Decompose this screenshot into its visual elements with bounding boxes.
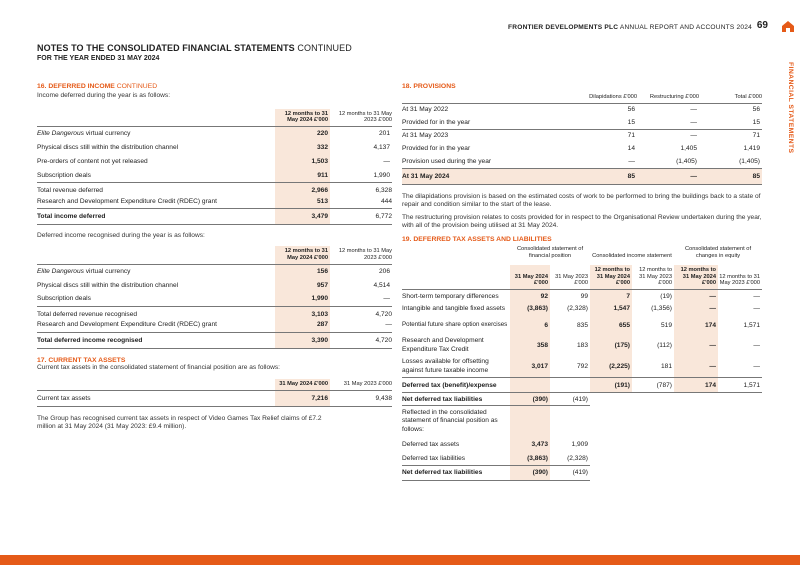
cell-value: — xyxy=(690,118,697,126)
cell-value: 792 xyxy=(576,363,588,371)
col-header-restructuring: Restructuring £'000 xyxy=(649,94,699,100)
table-row xyxy=(402,155,762,168)
cell-value: 85 xyxy=(699,168,762,184)
table-row: Deferred tax assets 3,473 1,909 xyxy=(402,437,762,451)
col-header-2024: 31 May 2024 £'000 xyxy=(275,379,330,390)
current-tax-table xyxy=(37,379,392,407)
deferred-tax-expense-row: Deferred tax (benefit)/expense (191) (787) 174 1,571 xyxy=(402,378,762,393)
table-row xyxy=(402,302,762,315)
row-label: Subscription deals xyxy=(37,171,91,179)
value-2023: 444 xyxy=(380,197,392,205)
section-19-title: 19. DEFERRED TAX ASSETS AND LIABILITIES xyxy=(402,235,552,243)
cell-value: 71 xyxy=(699,129,762,142)
col-header-2023: 31 May 2023 £'000 xyxy=(343,381,392,388)
col-header-2023: 12 months to 31 May 2023 £'000 xyxy=(338,110,392,124)
table-row xyxy=(402,289,762,302)
value-2024: 7,216 xyxy=(275,390,330,406)
cell-value: (175) xyxy=(590,335,632,356)
row-label: Provided for in the year xyxy=(402,145,471,153)
cell-value: 911 xyxy=(275,168,330,182)
cell-value: — xyxy=(674,302,718,315)
row-label: Subscription deals xyxy=(37,295,91,303)
table-row xyxy=(37,126,392,140)
cell-value: 1,990 xyxy=(373,171,390,179)
reflected-row xyxy=(402,406,762,438)
section-18-para-2: The restructuring provision relates to costs provided for in respect to the Organisational Review undertaken during the year, with all of the provision being utilised at 31 May 2024. xyxy=(402,213,762,230)
col-header: 31 May 2024 £'000 xyxy=(510,265,550,289)
cell-value: 1,547 xyxy=(590,302,632,315)
cell-value: — xyxy=(628,157,635,165)
cell-value: 71 xyxy=(577,129,637,142)
col-header: 12 months to 31 May 2024 £'000 xyxy=(590,265,632,289)
left-column xyxy=(37,83,392,432)
cell-value: (1,405) xyxy=(676,157,697,165)
cell-value: — xyxy=(674,356,718,377)
income-deferred-table xyxy=(37,109,392,225)
table-row xyxy=(37,168,392,182)
table-row xyxy=(402,103,762,116)
table-row xyxy=(402,129,762,142)
row-label: Research and Development Expenditure Credit (RDEC) grant xyxy=(37,197,217,205)
cell-value: (19) xyxy=(632,289,674,302)
cell-value: — xyxy=(637,103,699,116)
value-2024: 3,390 xyxy=(275,332,330,348)
table-row xyxy=(37,318,392,332)
section-side-tab[interactable]: FINANCIAL STATEMENTS xyxy=(787,62,794,154)
cell-value: (112) xyxy=(657,342,672,350)
cell-value: — xyxy=(637,168,699,184)
col-header: 31 May 2023 £'000 xyxy=(555,273,588,287)
cell-value: 85 xyxy=(577,168,637,184)
cell-value: — xyxy=(753,363,760,371)
row-label: At 31 May 2023 xyxy=(402,129,577,142)
report-name: ANNUAL REPORT AND ACCOUNTS 2024 xyxy=(619,24,752,31)
row-label: At 31 May 2022 xyxy=(402,103,577,116)
total-row xyxy=(37,208,392,224)
section-16-title xyxy=(37,83,392,90)
row-label: At 31 May 2024 xyxy=(402,168,577,184)
section-16-heading: 16. DEFERRED INCOME xyxy=(37,83,115,90)
row-label: Physical discs still within the distribution channel xyxy=(37,143,179,151)
section-17-note: The Group has recognised current tax assets in respect of Video Games Tax Relief claims of £7.2 million at 31 May 2024 (31 May 2023: £9.4 million). xyxy=(37,414,322,431)
value-2023: 6,772 xyxy=(330,208,392,224)
section-18-title: 18. PROVISIONS xyxy=(402,83,456,90)
row-label: Deferred tax liabilities xyxy=(402,454,466,462)
cell-value: 56 xyxy=(699,103,762,116)
cell-value: 3,017 xyxy=(510,356,550,377)
row-label: Pre-orders of content not yet released xyxy=(37,157,148,165)
cell-value: 519 xyxy=(660,321,672,329)
col-header-2023: 12 months to 31 May 2023 £'000 xyxy=(338,248,392,261)
col-header: 12 months to 31 May 2023 £'000 xyxy=(719,273,760,287)
page-title-continued: CONTINUED xyxy=(297,43,352,53)
table-row: Deferred tax liabilities (3,863) (2,328) xyxy=(402,451,762,465)
cell-value: 15 xyxy=(752,118,760,126)
cell-value: 1,405 xyxy=(680,145,697,153)
row-label: Current tax assets xyxy=(37,390,275,406)
row-label: Physical discs still within the distribution channel xyxy=(37,281,179,289)
table-row xyxy=(37,278,392,292)
row-label: Deferred tax (benefit)/expense xyxy=(402,378,510,393)
table-row xyxy=(37,292,392,306)
cell-value: — xyxy=(718,289,762,302)
row-label: Short-term temporary differences xyxy=(402,289,510,302)
cell-value: — xyxy=(674,289,718,302)
section-17-title: 17. CURRENT TAX ASSETS xyxy=(37,356,126,364)
cell-value: — xyxy=(753,305,760,313)
table-row xyxy=(37,306,392,318)
row-label: Total deferred income recognised xyxy=(37,332,275,348)
value-2023: — xyxy=(385,321,392,329)
row-label: Total revenue deferred xyxy=(37,182,275,194)
income-recognised-table xyxy=(37,246,392,348)
table-row xyxy=(402,315,762,335)
cell-value: 835 xyxy=(576,321,588,329)
col-header-total: Total £'000 xyxy=(734,94,762,100)
table-row xyxy=(402,356,762,377)
cell-value: 957 xyxy=(275,278,330,292)
cell-value: 14 xyxy=(627,145,635,153)
group-header-changes-in-equity: Consolidated statement of changes in equity xyxy=(684,245,752,259)
row-label: Deferred tax assets xyxy=(402,440,460,448)
table-row xyxy=(37,194,392,208)
col-header-2024: 12 months to 31 May 2024 £'000 xyxy=(275,246,330,264)
value-2024: 287 xyxy=(275,318,330,332)
cell-value: 6 xyxy=(510,315,550,335)
cell-value: — xyxy=(383,157,390,165)
col-header: 12 months to 31 May 2023 £'000 xyxy=(639,267,672,287)
value-2024: 3,479 xyxy=(275,208,330,224)
cell-value: 4,137 xyxy=(373,143,390,151)
cell-value: 183 xyxy=(576,342,588,350)
section-17-intro: Current tax assets in the consolidated statement of financial position are as follows: xyxy=(37,363,280,371)
section-16-continued: CONTINUED xyxy=(116,83,158,90)
cell-value: 358 xyxy=(510,335,550,356)
row-label: Elite Dangerous virtual currency xyxy=(37,126,275,140)
net-liabilities-row-2: Net deferred tax liabilities (390) (419) xyxy=(402,465,762,480)
cell-value: 655 xyxy=(590,315,632,335)
page-subtitle: FOR THE YEAR ENDED 31 MAY 2024 xyxy=(37,55,160,62)
row-label: Research and Development Expenditure Credit (RDEC) grant xyxy=(37,321,217,329)
table-row xyxy=(402,168,762,184)
value-2023: 4,720 xyxy=(330,332,392,348)
row-label: Potential future share option exercises xyxy=(402,321,508,329)
table-row xyxy=(37,390,392,406)
table-row xyxy=(37,154,392,168)
provisions-table xyxy=(402,94,762,185)
row-label: Net deferred tax liabilities xyxy=(402,465,510,480)
cell-value: 7 xyxy=(590,289,632,302)
cell-value: 201 xyxy=(330,126,392,140)
cell-value: (2,225) xyxy=(590,356,632,377)
row-label: Provision used during the year xyxy=(402,157,492,165)
value-2024: 2,966 xyxy=(275,182,330,194)
table-row xyxy=(37,140,392,154)
page-title xyxy=(37,43,352,53)
home-icon[interactable] xyxy=(782,21,794,32)
cell-value: 15 xyxy=(627,118,635,126)
group-header-income-statement: Consolidated income statement xyxy=(592,252,672,259)
cell-value: 92 xyxy=(510,289,550,302)
footer-bar xyxy=(0,555,800,565)
table-row xyxy=(37,264,392,278)
value-2023: 6,328 xyxy=(330,182,392,194)
cell-value: — xyxy=(674,335,718,356)
cell-value: — xyxy=(383,295,390,303)
cell-value: (3,863) xyxy=(510,302,550,315)
row-label: Intangible and tangible fixed assets xyxy=(402,305,506,313)
cell-value: — xyxy=(637,129,699,142)
value-2024: 3,103 xyxy=(275,306,330,318)
cell-value: 332 xyxy=(275,140,330,154)
company-name: FRONTIER DEVELOPMENTS PLC xyxy=(508,24,619,31)
cell-value: 220 xyxy=(275,126,330,140)
page-title-main: NOTES TO THE CONSOLIDATED FINANCIAL STATEMENTS xyxy=(37,43,295,53)
section-16-intro: Income deferred during the year is as follows: xyxy=(37,92,171,99)
cell-value: 1,990 xyxy=(275,292,330,306)
cell-value: 181 xyxy=(660,363,672,371)
cell-value: 206 xyxy=(330,264,392,278)
running-header xyxy=(508,24,752,31)
cell-value: — xyxy=(753,342,760,350)
col-header-dilapidations: Dilapidations £'000 xyxy=(589,94,637,100)
cell-value: 1,503 xyxy=(275,154,330,168)
cell-value: 4,514 xyxy=(373,281,390,289)
table-row xyxy=(37,182,392,194)
row-label: Provided for in the year xyxy=(402,118,471,126)
cell-value: 156 xyxy=(275,264,330,278)
row-label: Total deferred revenue recognised xyxy=(37,306,275,318)
net-liabilities-row: Net deferred tax liabilities (390) (419) xyxy=(402,393,762,406)
cell-value: 1,571 xyxy=(743,321,760,329)
cell-value: (1,405) xyxy=(739,157,760,165)
table-row xyxy=(402,335,762,356)
cell-value: 99 xyxy=(550,289,590,302)
page-number: 69 xyxy=(756,20,768,31)
row-label: Elite Dangerous virtual currency xyxy=(37,264,275,278)
row-label: Reflected in the consolidated statement of financial position as follows: xyxy=(402,409,498,433)
value-2024: 513 xyxy=(275,194,330,208)
row-label: Losses available for offsetting against future taxable income xyxy=(402,358,489,374)
value-2023: 4,720 xyxy=(330,306,392,318)
row-label: Research and Development Expenditure Tax Credit xyxy=(402,337,484,353)
section-18-para-1: The dilapidations provision is based on the estimated costs of work to be performed to bring the buildings back to a state of repair and condition similar to the start of the lease. xyxy=(402,192,761,209)
cell-value: (1,356) xyxy=(651,305,672,313)
group-header-financial-position: Consolidated statement of financial position xyxy=(516,245,584,259)
cell-value: 1,419 xyxy=(743,145,760,153)
right-column xyxy=(402,83,762,481)
col-header-2024: 12 months to 31 May 2024 £'000 xyxy=(275,109,330,127)
table-row xyxy=(402,116,762,129)
cell-value: 174 xyxy=(674,315,718,335)
table-row xyxy=(402,142,762,155)
row-label: Total income deferred xyxy=(37,208,275,224)
value-2023: 9,438 xyxy=(330,390,392,406)
col-header: 12 months to 31 May 2024 £'000 xyxy=(674,265,718,289)
total-row xyxy=(37,332,392,348)
deferred-tax-table xyxy=(402,246,762,481)
row-label: Net deferred tax liabilities xyxy=(402,393,510,406)
cell-value: (2,328) xyxy=(567,305,588,313)
section-16-intro-2: Deferred income recognised during the year is as follows: xyxy=(37,231,205,239)
cell-value: 56 xyxy=(577,103,637,116)
